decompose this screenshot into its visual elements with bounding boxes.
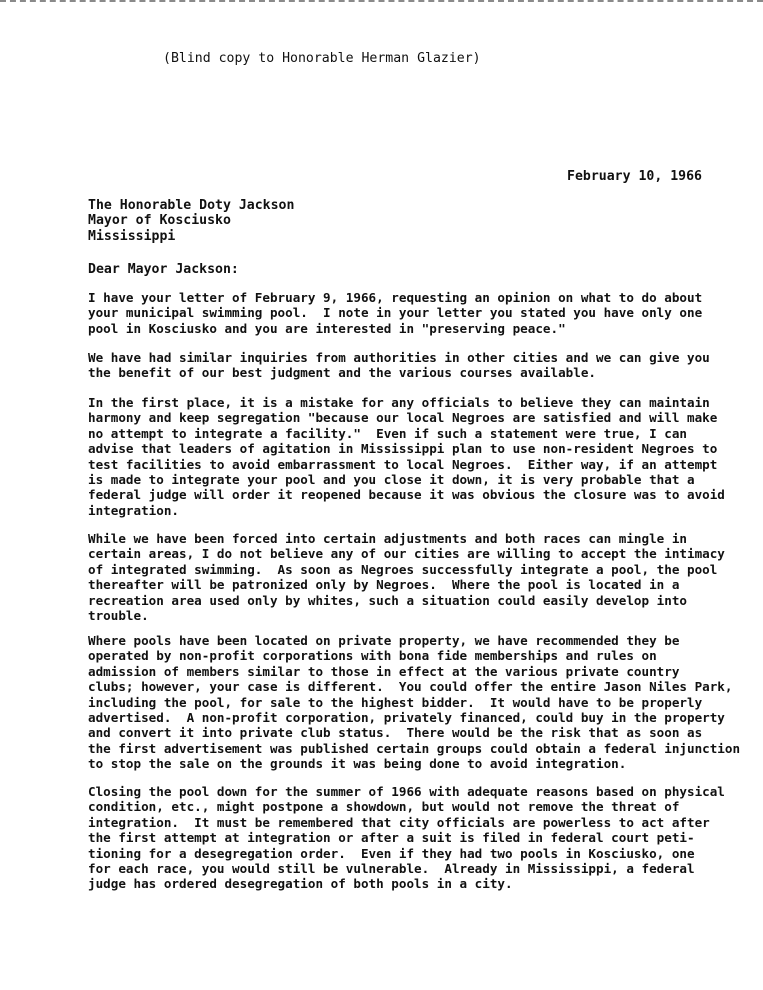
paragraph-line: the first attempt at integration or after a suit is filed in federal court peti- bbox=[88, 830, 695, 846]
paragraph-line: I have your letter of February 9, 1966, requesting an opinion on what to do about bbox=[88, 290, 703, 305]
paragraph-line: Where pools have been located on private property, we have recommended they be bbox=[88, 633, 680, 648]
paragraph-line: is made to integrate your pool and you close it down, it is very probable that a bbox=[88, 472, 695, 488]
salutation: Dear Mayor Jackson: bbox=[88, 262, 239, 277]
paragraph-line: for each race, you would still be vulnerable. Already in Mississippi, a federal bbox=[88, 861, 695, 877]
paragraph-line: your municipal swimming pool. I note in your letter you stated you have only one bbox=[88, 305, 703, 321]
paragraph-first-place bbox=[88, 395, 725, 518]
paragraph-line: thereafter will be patronized only by Negroes. Where the pool is located in a bbox=[88, 577, 680, 593]
letter-date: February 10, 1966 bbox=[567, 169, 702, 184]
paragraph-line: clubs; however, your case is different. You could offer the entire Jason Niles Park, bbox=[88, 679, 733, 695]
paragraph-line: to stop the sale on the grounds it was being done to avoid integration. bbox=[88, 756, 627, 772]
paragraph-line: trouble. bbox=[88, 608, 149, 624]
paragraph-line: operated by non-profit corporations with bona fide memberships and rules on bbox=[88, 648, 657, 664]
paragraph-line: recreation area used only by whites, such a situation could easily develop into bbox=[88, 592, 687, 608]
paragraph-inquiries bbox=[88, 350, 710, 381]
paragraph-line: In the first place, it is a mistake for any officials to believe they can maintain bbox=[88, 395, 710, 410]
paragraph-line: We have had similar inquiries from authorities in other cities and we can give you bbox=[88, 350, 710, 365]
paragraph-line: certain areas, I do not believe any of our cities are willing to accept the intimacy bbox=[88, 546, 725, 562]
paragraph-line: integration. bbox=[88, 502, 179, 518]
paragraph-line: the benefit of our best judgment and the various courses available. bbox=[88, 365, 596, 381]
paragraph-line: advertised. A non-profit corporation, privately financed, could buy in the property bbox=[88, 710, 725, 726]
paragraph-line: including the pool, for sale to the highest bidder. It would have to be properly bbox=[88, 694, 703, 710]
paragraph-line: While we have been forced into certain adjustments and both races can mingle in bbox=[88, 531, 687, 546]
paragraph-line: federal judge will order it reopened because it was obvious the closure was to avoid bbox=[88, 487, 725, 503]
paragraph-line: test facilities to avoid embarrassment to local Negroes. Either way, if an attempt bbox=[88, 456, 718, 472]
paragraph-line: of integrated swimming. As soon as Negroes successfully integrate a pool, the pool bbox=[88, 561, 718, 577]
paragraph-request bbox=[88, 290, 702, 336]
paragraph-line: Closing the pool down for the summer of 1966 with adequate reasons based on physical bbox=[88, 784, 725, 799]
paragraph-line: harmony and keep segregation "because our local Negroes are satisfied and will make bbox=[88, 410, 718, 426]
paragraph-line: the first advertisement was published certain groups could obtain a federal injunction bbox=[88, 740, 741, 756]
paragraph-adjustments bbox=[88, 531, 725, 623]
paragraph-line: integration. It must be remembered that city officials are powerless to act after bbox=[88, 814, 710, 830]
paragraph-closing-pool bbox=[88, 784, 725, 892]
paragraph-line: advise that leaders of agitation in Mississippi plan to use non-resident Negroes to bbox=[88, 441, 718, 457]
paragraph-line: and convert it into private club status. There would be the risk that as soon as bbox=[88, 725, 703, 741]
paragraph-line: judge has ordered desegregation of both pools in a city. bbox=[88, 876, 513, 892]
address-line: Mayor of Kosciusko bbox=[88, 213, 231, 229]
paragraph-line: tioning for a desegregation order. Even if they had two pools in Kosciusko, one bbox=[88, 845, 695, 861]
paragraph-private-property bbox=[88, 633, 740, 772]
page-top-edge bbox=[0, 0, 763, 10]
recipient-address bbox=[88, 198, 294, 244]
paragraph-line: condition, etc., might postpone a showdown, but would not remove the threat of bbox=[88, 799, 680, 815]
address-line: Mississippi bbox=[88, 228, 176, 244]
paragraph-line: admission of members similar to those in effect at the various private country bbox=[88, 663, 680, 679]
blind-copy-note: (Blind copy to Honorable Herman Glazier) bbox=[163, 51, 481, 66]
paragraph-line: no attempt to integrate a facility." Even if such a statement were true, I can bbox=[88, 425, 687, 441]
address-line: The Honorable Doty Jackson bbox=[88, 198, 295, 213]
paragraph-line: pool in Kosciusko and you are interested in "preserving peace." bbox=[88, 320, 566, 336]
